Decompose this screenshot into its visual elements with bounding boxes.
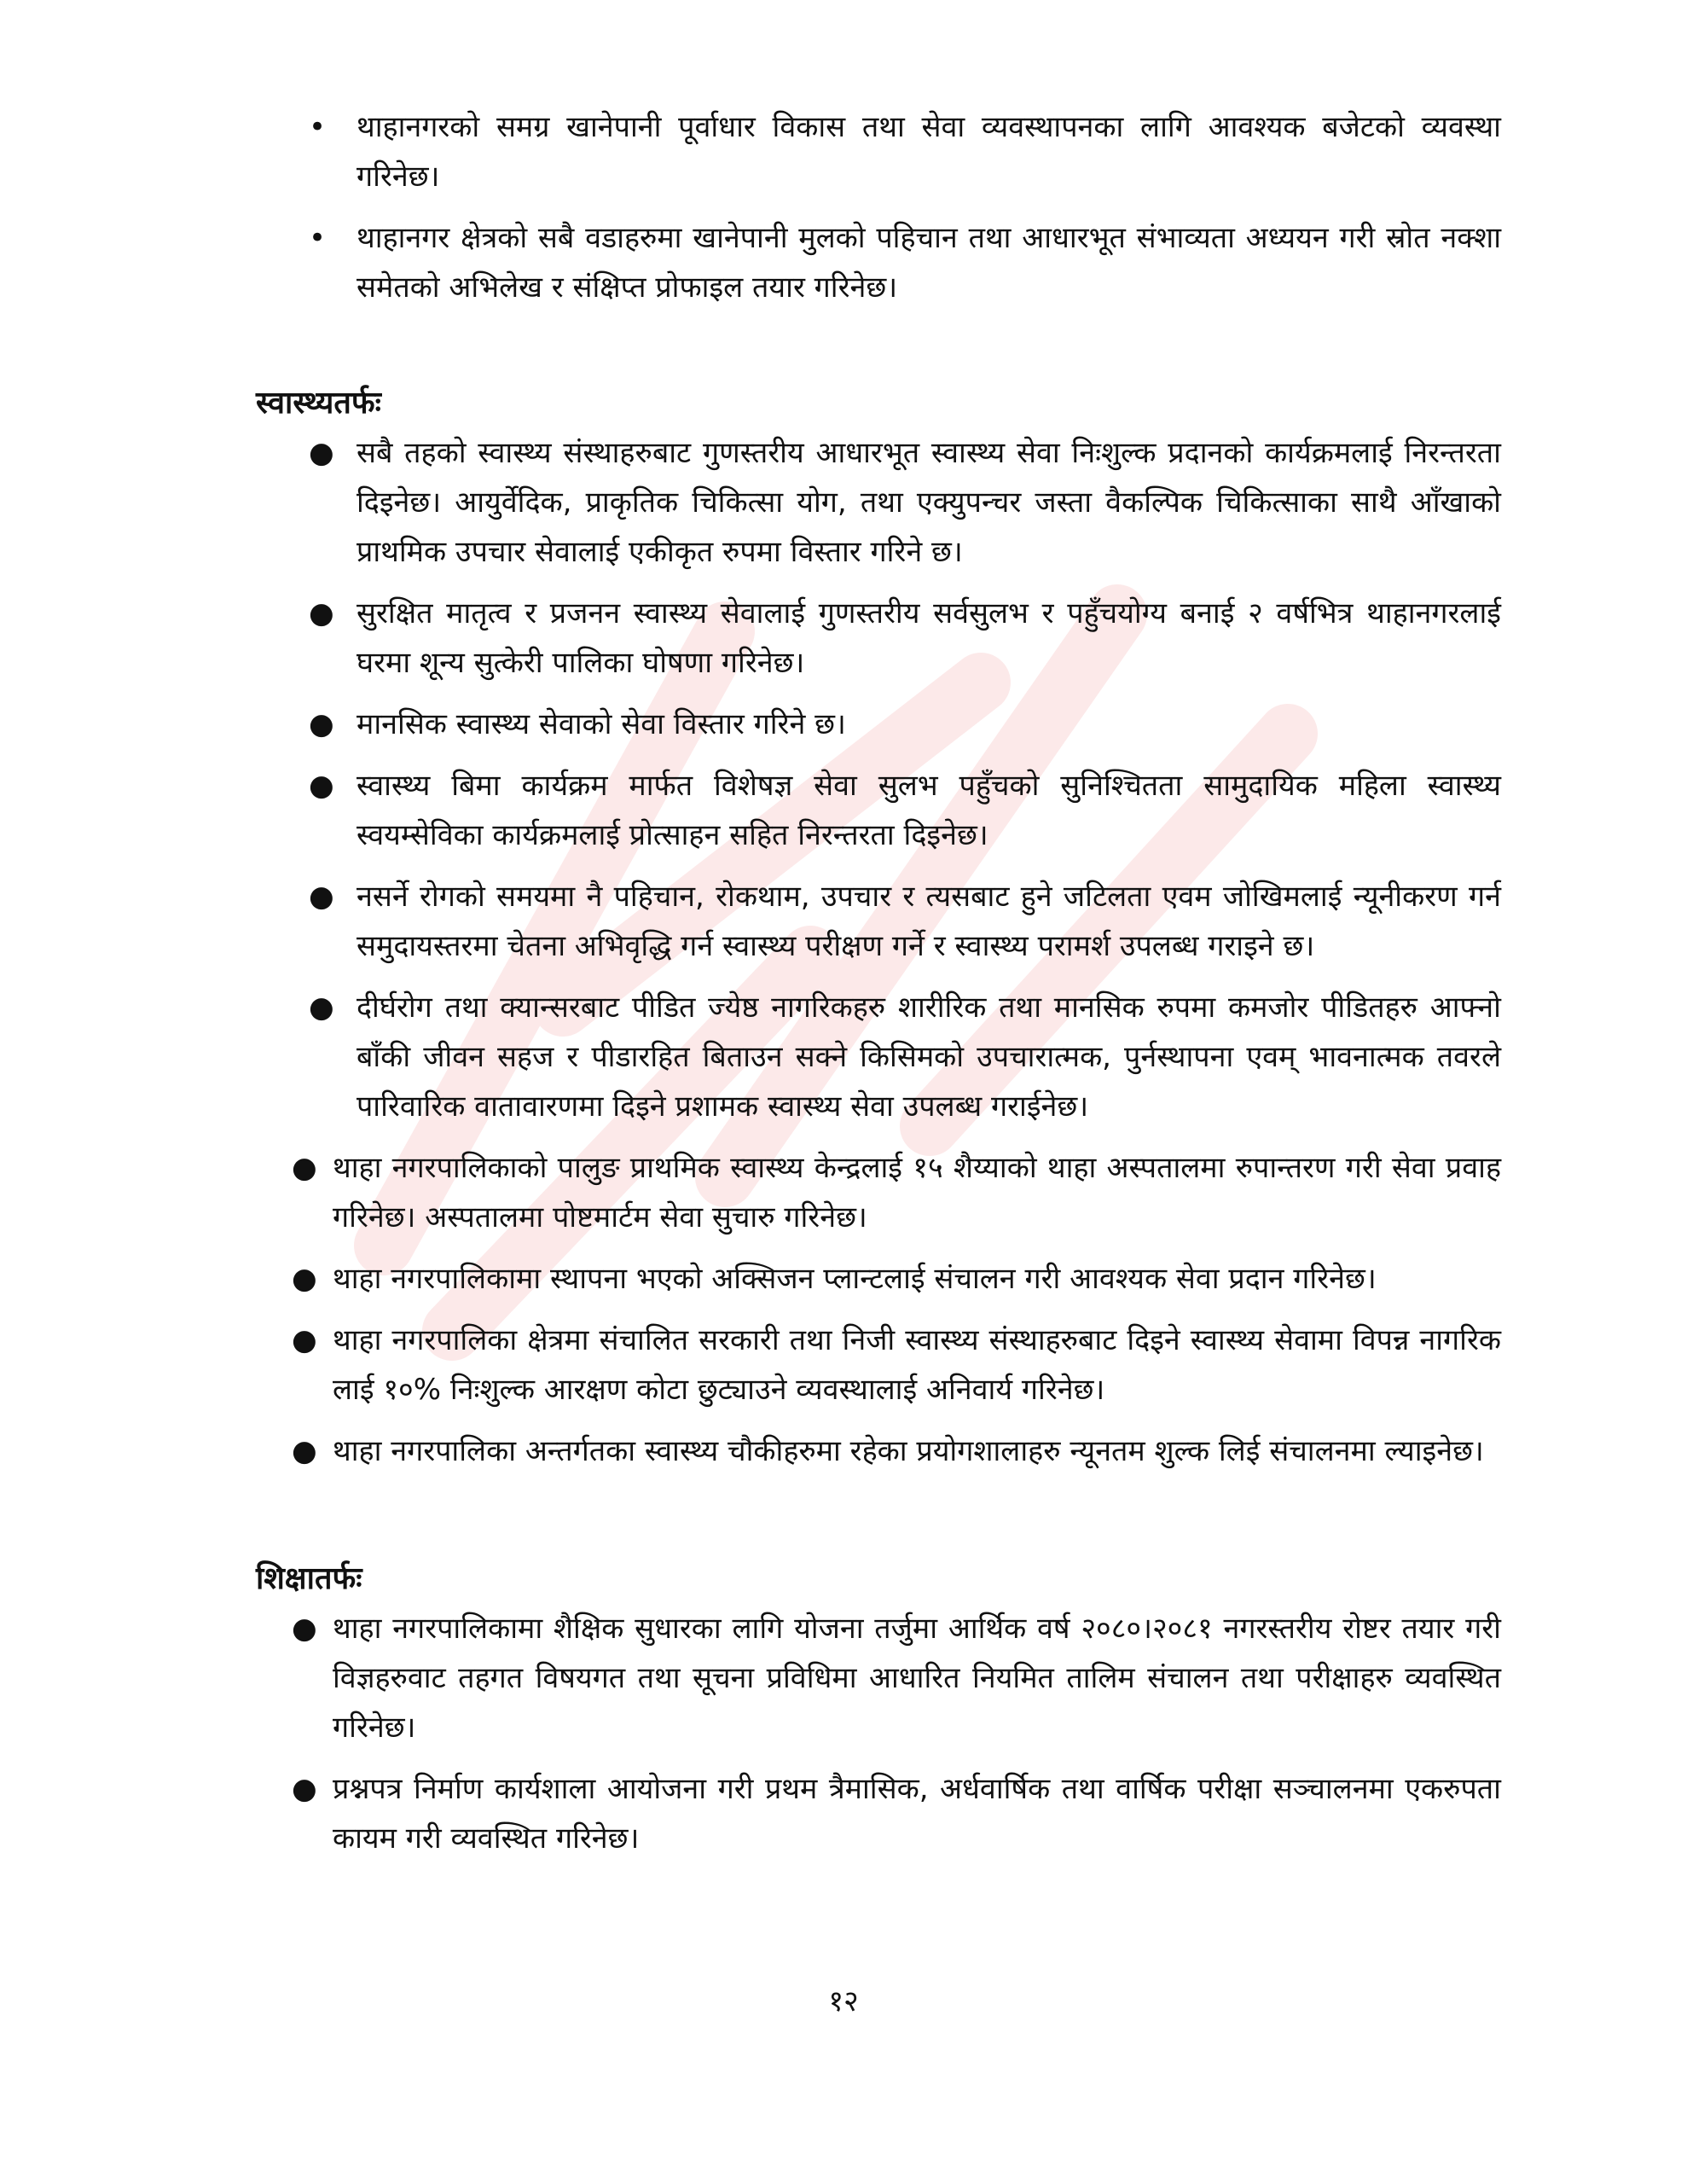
- list-item: ● थाहा नगरपालिका अन्तर्गतका स्वास्थ्य चौकीहरुमा रहेका प्रयोगशालाहरु न्यूनतम शुल्क लिई संचालनमा ल्याइनेछ।: [256, 1426, 1501, 1476]
- list-item: ● सुरक्षित मातृत्व र प्रजनन स्वास्थ्य सेवालाई गुणस्तरीय सर्वसुलभ र पहुँचयोग्य बनाई २ वर्षभित्र थाहानगरलाई घरमा शून्य सुत्केरी पालिका घोषणा गरिनेछ।: [256, 589, 1501, 688]
- page-content: [256, 102, 1501, 1875]
- list-item: ● दीर्घरोग तथा क्यान्सरबाट पीडित ज्येष्ठ नागरिकहरु शारीरिक तथा मानसिक रुपमा कमजोर पीडितहरु आफ्नो बाँकी जीवन सहज र पीडारहित बिताउन सक्ने किसिमको उपचारात्मक, पुर्नस्थापना एवम् भावनात्मक तवरले पारिवारिक वातावारणमा दिइने प्रशामक स्वास्थ्य सेवा उपलब्ध गराईनेछ।: [256, 983, 1501, 1131]
- bullet-icon: ●: [292, 1323, 317, 1357]
- list-item: ● सबै तहको स्वास्थ्य संस्थाहरुबाट गुणस्तरीय आधारभूत स्वास्थ्य सेवा निःशुल्क प्रदानको कार्यक्रमलाई निरन्तरता दिइनेछ। आयुर्वेदिक, प्राकृतिक चिकित्सा योग, तथा एक्युपन्चर जस्ता वैकल्पिक चिकित्साका साथै आँखाको प्राथमिक उपचार सेवालाई एकीकृत रुपमा विस्तार गरिने छ।: [256, 428, 1501, 577]
- list-item: ● प्रश्नपत्र निर्माण कार्यशाला आयोजना गरी प्रथम त्रैमासिक, अर्धवार्षिक तथा वार्षिक परीक्षा सञ्चालनमा एकरुपता कायम गरी व्यवस्थित गरिनेछ।: [256, 1764, 1501, 1863]
- list-item: ● स्वास्थ्य बिमा कार्यक्रम मार्फत विशेषज्ञ सेवा सुलभ पहुँचको सुनिश्चितता सामुदायिक महिला स्वास्थ्य स्वयम्सेविका कार्यक्रमलाई प्रोत्साहन सहित निरन्तरता दिइनेछ।: [256, 761, 1501, 860]
- bullet-icon: ●: [292, 1434, 317, 1468]
- education-heading: शिक्षातर्फः: [256, 1561, 362, 1596]
- list-item: • थाहानगरको समग्र खानेपानी पूर्वाधार विकास तथा सेवा व्यवस्थापनका लागि आवश्यक बजेटको व्यवस्था गरिनेछ।: [256, 102, 1501, 201]
- bullet-icon: ●: [292, 1772, 317, 1806]
- education-list: [256, 1604, 1501, 1863]
- bullet-icon: ●: [292, 1151, 317, 1185]
- health-list-outer: [256, 1143, 1501, 1476]
- page-number: १२: [828, 1984, 859, 2018]
- water-list: [256, 102, 1501, 312]
- list-item: ● नसर्ने रोगको समयमा नै पहिचान, रोकथाम, उपचार र त्यसबाट हुने जटिलता एवम जोखिमलाई न्यूनीकरण गर्न समुदायस्तरमा चेतना अभिवृद्धि गर्न स्वास्थ्य परीक्षण गर्ने र स्वास्थ्य परामर्श उपलब्ध गराइने छ।: [256, 872, 1501, 971]
- bullet-icon: •: [309, 221, 327, 255]
- list-item: ● मानसिक स्वास्थ्य सेवाको सेवा विस्तार गरिने छ।: [256, 700, 1501, 749]
- list-item: ● थाहा नगरपालिकामा शैक्षिक सुधारका लागि योजना तर्जुमा आर्थिक वर्ष २०८०।२०८१ नगरस्तरीय रोष्टर तयार गरी विज्ञहरुवाट तहगत विषयगत तथा सूचना प्रविधिमा आधारित नियमित तालिम संचालन तथा परीक्षाहरु व्यवस्थित गरिनेछ।: [256, 1604, 1501, 1752]
- bullet-icon: ●: [292, 1612, 317, 1646]
- bullet-icon: ●: [309, 769, 334, 803]
- health-heading: स्वास्थ्यतर्फः: [256, 386, 381, 421]
- water-section: [256, 102, 1501, 312]
- bullet-icon: ●: [292, 1262, 317, 1296]
- list-item: ● थाहा नगरपालिका क्षेत्रमा संचालित सरकारी तथा निजी स्वास्थ्य संस्थाहरुबाट दिइने स्वास्थ्य सेवामा विपन्न नागरिक लाई १०% निःशुल्क आरक्षण कोटा छुट्याउने व्यवस्थालाई अनिवार्य गरिनेछ।: [256, 1316, 1501, 1414]
- health-section: [256, 379, 1501, 1476]
- bullet-icon: ●: [309, 707, 334, 741]
- bullet-icon: •: [309, 110, 327, 144]
- list-item: ● थाहा नगरपालिकामा स्थापना भएको अक्सिजन प्लान्टलाई संचालन गरी आवश्यक सेवा प्रदान गरिनेछ।: [256, 1254, 1501, 1304]
- list-item: • थाहानगर क्षेत्रको सबै वडाहरुमा खानेपानी मुलको पहिचान तथा आधारभूत संभाव्यता अध्ययन गरी स्रोत नक्शा समेतको अभिलेख र संक्षिप्त प्रोफाइल तयार गरिनेछ।: [256, 213, 1501, 312]
- bullet-icon: ●: [309, 880, 334, 914]
- bullet-icon: ●: [309, 990, 334, 1025]
- bullet-icon: ●: [309, 436, 334, 470]
- bullet-icon: ●: [309, 596, 334, 630]
- list-item: ● थाहा नगरपालिकाको पालुङ प्राथमिक स्वास्थ्य केन्द्रलाई १५ शैय्याको थाहा अस्पतालमा रुपान्तरण गरी सेवा प्रवाह गरिनेछ। अस्पतालमा पोष्टमार्टम सेवा सुचारु गरिनेछ।: [256, 1143, 1501, 1242]
- health-list: [256, 428, 1501, 1131]
- education-section: [256, 1554, 1501, 1863]
